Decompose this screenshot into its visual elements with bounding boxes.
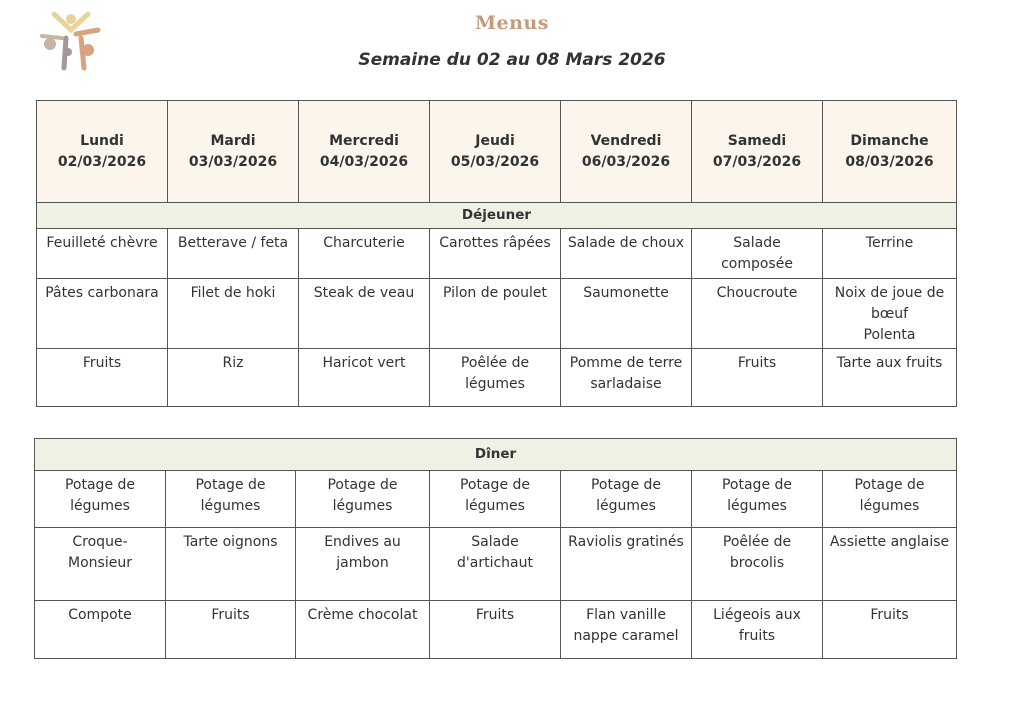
lunch-course-row [37, 229, 957, 279]
dish-text: Steak de veau [313, 285, 415, 301]
day-name: Samedi [727, 132, 787, 149]
dish-text: Riz [222, 355, 244, 371]
dish-text: Fruits [475, 607, 515, 623]
menu-cell [35, 528, 166, 601]
menu-cell [430, 349, 561, 407]
lunch-course-row [37, 349, 957, 407]
menu-cell [561, 528, 692, 601]
dish-text: Fruits [211, 607, 250, 623]
day-header-vendredi [561, 101, 692, 203]
menu-cell [35, 601, 166, 659]
dish-text: Potage de [459, 477, 531, 493]
menu-cell [692, 528, 823, 601]
dish-text: bœuf [870, 306, 908, 322]
dish-text: légumes [200, 498, 261, 514]
day-header-samedi [692, 101, 823, 203]
dish-text: d'artichaut [457, 555, 533, 571]
dish-text: Poêlée de [460, 355, 530, 371]
menu-cell [823, 229, 957, 279]
menu-cell [561, 471, 692, 528]
menu-cell [299, 349, 430, 407]
day-header-jeudi [430, 101, 561, 203]
dish-text: Potage de [327, 477, 398, 493]
day-name: Mardi [210, 132, 256, 149]
dish-text: Choucroute [716, 285, 798, 301]
week-subtitle: Semaine du 02 au 08 Mars 2026 [358, 50, 666, 70]
menu-cell [430, 528, 561, 601]
dinner-course-row [35, 471, 957, 528]
dish-text: Tarte aux fruits [836, 355, 943, 371]
day-date: 05/03/2026 [450, 153, 540, 170]
day-date: 03/03/2026 [188, 153, 278, 170]
dish-text: Fruits [870, 607, 909, 623]
page-title: Menus [475, 12, 549, 34]
dish-text: Potage de [590, 477, 662, 493]
dish-text: nappe caramel [573, 628, 679, 644]
day-date: 02/03/2026 [57, 153, 147, 170]
dish-text: Compote [68, 607, 132, 623]
menu-cell [823, 601, 957, 659]
dish-text: légumes [859, 498, 920, 514]
menu-cell [692, 471, 823, 528]
dish-text: Pilon de poulet [442, 285, 548, 301]
menu-cell [299, 229, 430, 279]
day-name: Jeudi [475, 132, 515, 149]
dish-text: légumes [332, 498, 393, 514]
dish-text: légumes [465, 376, 525, 392]
dish-text: Charcuterie [323, 235, 405, 251]
dish-text: Fruits [82, 355, 122, 371]
dish-text: Salade de choux [567, 235, 685, 251]
day-header-lundi [37, 101, 168, 203]
dish-text: Tarte oignons [183, 534, 278, 550]
dish-text: jambon [336, 555, 389, 571]
dish-text: Carottes râpées [439, 235, 551, 251]
day-name: Lundi [80, 132, 124, 149]
menu-cell [430, 229, 561, 279]
menu-cell [168, 229, 299, 279]
menu-cell [168, 279, 299, 349]
menu-cell [296, 528, 430, 601]
dish-text: Saumonette [583, 285, 669, 301]
day-header-mercredi [299, 101, 430, 203]
dish-text: Noix de joue de [834, 285, 945, 301]
dish-text: Assiette anglaise [829, 534, 950, 550]
dish-text: légumes [70, 498, 130, 514]
dish-text: Potage de [721, 477, 793, 493]
menu-cell [692, 279, 823, 349]
dish-text: légumes [465, 498, 525, 514]
day-date: 04/03/2026 [319, 153, 409, 170]
menu-cell [692, 229, 823, 279]
lunch-label: Déjeuner [37, 203, 957, 229]
dish-text: Raviolis gratinés [568, 534, 684, 550]
dish-text: brocolis [729, 555, 785, 571]
meal-header-row [35, 439, 957, 471]
day-header-mardi [168, 101, 299, 203]
dish-text: Betterave / feta [177, 235, 289, 251]
dish-text: Liégeois aux [713, 607, 801, 623]
menu-cell [166, 601, 296, 659]
dish-text: Salade [733, 235, 781, 251]
day-name: Vendredi [590, 132, 662, 149]
menu-cell [561, 279, 692, 349]
dish-text: Salade [471, 534, 519, 550]
menu-cell [823, 279, 957, 349]
menu-cell [430, 279, 561, 349]
menu-cell [166, 471, 296, 528]
dish-text: sarladaise [590, 376, 662, 392]
dish-text: Polenta [863, 327, 916, 343]
dinner-course-row [35, 601, 957, 659]
dish-text: Potage de [64, 477, 136, 493]
dish-text: Terrine [865, 235, 914, 251]
menu-cell [823, 471, 957, 528]
menu-cell [296, 471, 430, 528]
dish-text: composée [721, 256, 793, 272]
dish-text: fruits [738, 628, 776, 644]
dish-text: Croque- [72, 534, 128, 550]
dish-text: Flan vanille [586, 607, 666, 623]
menu-cell [37, 229, 168, 279]
day-header-dimanche [823, 101, 957, 203]
dish-text: Haricot vert [322, 355, 406, 371]
dish-text: Potage de [195, 477, 266, 493]
dinner-label: Dîner [35, 439, 957, 471]
dish-text: Fruits [737, 355, 777, 371]
day-date: 07/03/2026 [712, 153, 802, 170]
dinner-course-row [35, 528, 957, 601]
menu-cell [561, 601, 692, 659]
dish-text: Poêlée de [722, 534, 792, 550]
menu-cell [692, 349, 823, 407]
dish-text: Potage de [854, 477, 925, 493]
menu-cell [430, 471, 561, 528]
menu-cell [166, 528, 296, 601]
day-date: 06/03/2026 [581, 153, 671, 170]
day-header-row [37, 101, 957, 203]
lunch-course-row [37, 279, 957, 349]
dish-text: Crème chocolat [307, 607, 418, 623]
dinner-menu-table [34, 438, 957, 659]
menu-cell [296, 601, 430, 659]
meal-header-row [37, 203, 957, 229]
dish-text: Monsieur [68, 555, 132, 571]
menu-cell [823, 349, 957, 407]
dish-text: légumes [596, 498, 656, 514]
dish-text: Pomme de terre [569, 355, 683, 371]
dish-text: Endives au [324, 534, 401, 550]
menu-cell [823, 528, 957, 601]
menu-cell [430, 601, 561, 659]
menu-cell [168, 349, 299, 407]
day-name: Mercredi [329, 132, 399, 149]
dish-text: légumes [727, 498, 787, 514]
menu-cell [561, 349, 692, 407]
day-date: 08/03/2026 [845, 153, 934, 170]
menu-cell [37, 279, 168, 349]
dish-text: Pâtes carbonara [45, 285, 159, 301]
menu-cell [561, 229, 692, 279]
menu-cell [299, 279, 430, 349]
menu-cell [692, 601, 823, 659]
dish-text: Feuilleté chèvre [46, 235, 158, 251]
menu-cell [37, 349, 168, 407]
day-name: Dimanche [850, 132, 929, 149]
dish-text: Filet de hoki [190, 285, 276, 301]
lunch-menu-table [36, 100, 957, 407]
menu-cell [35, 471, 166, 528]
